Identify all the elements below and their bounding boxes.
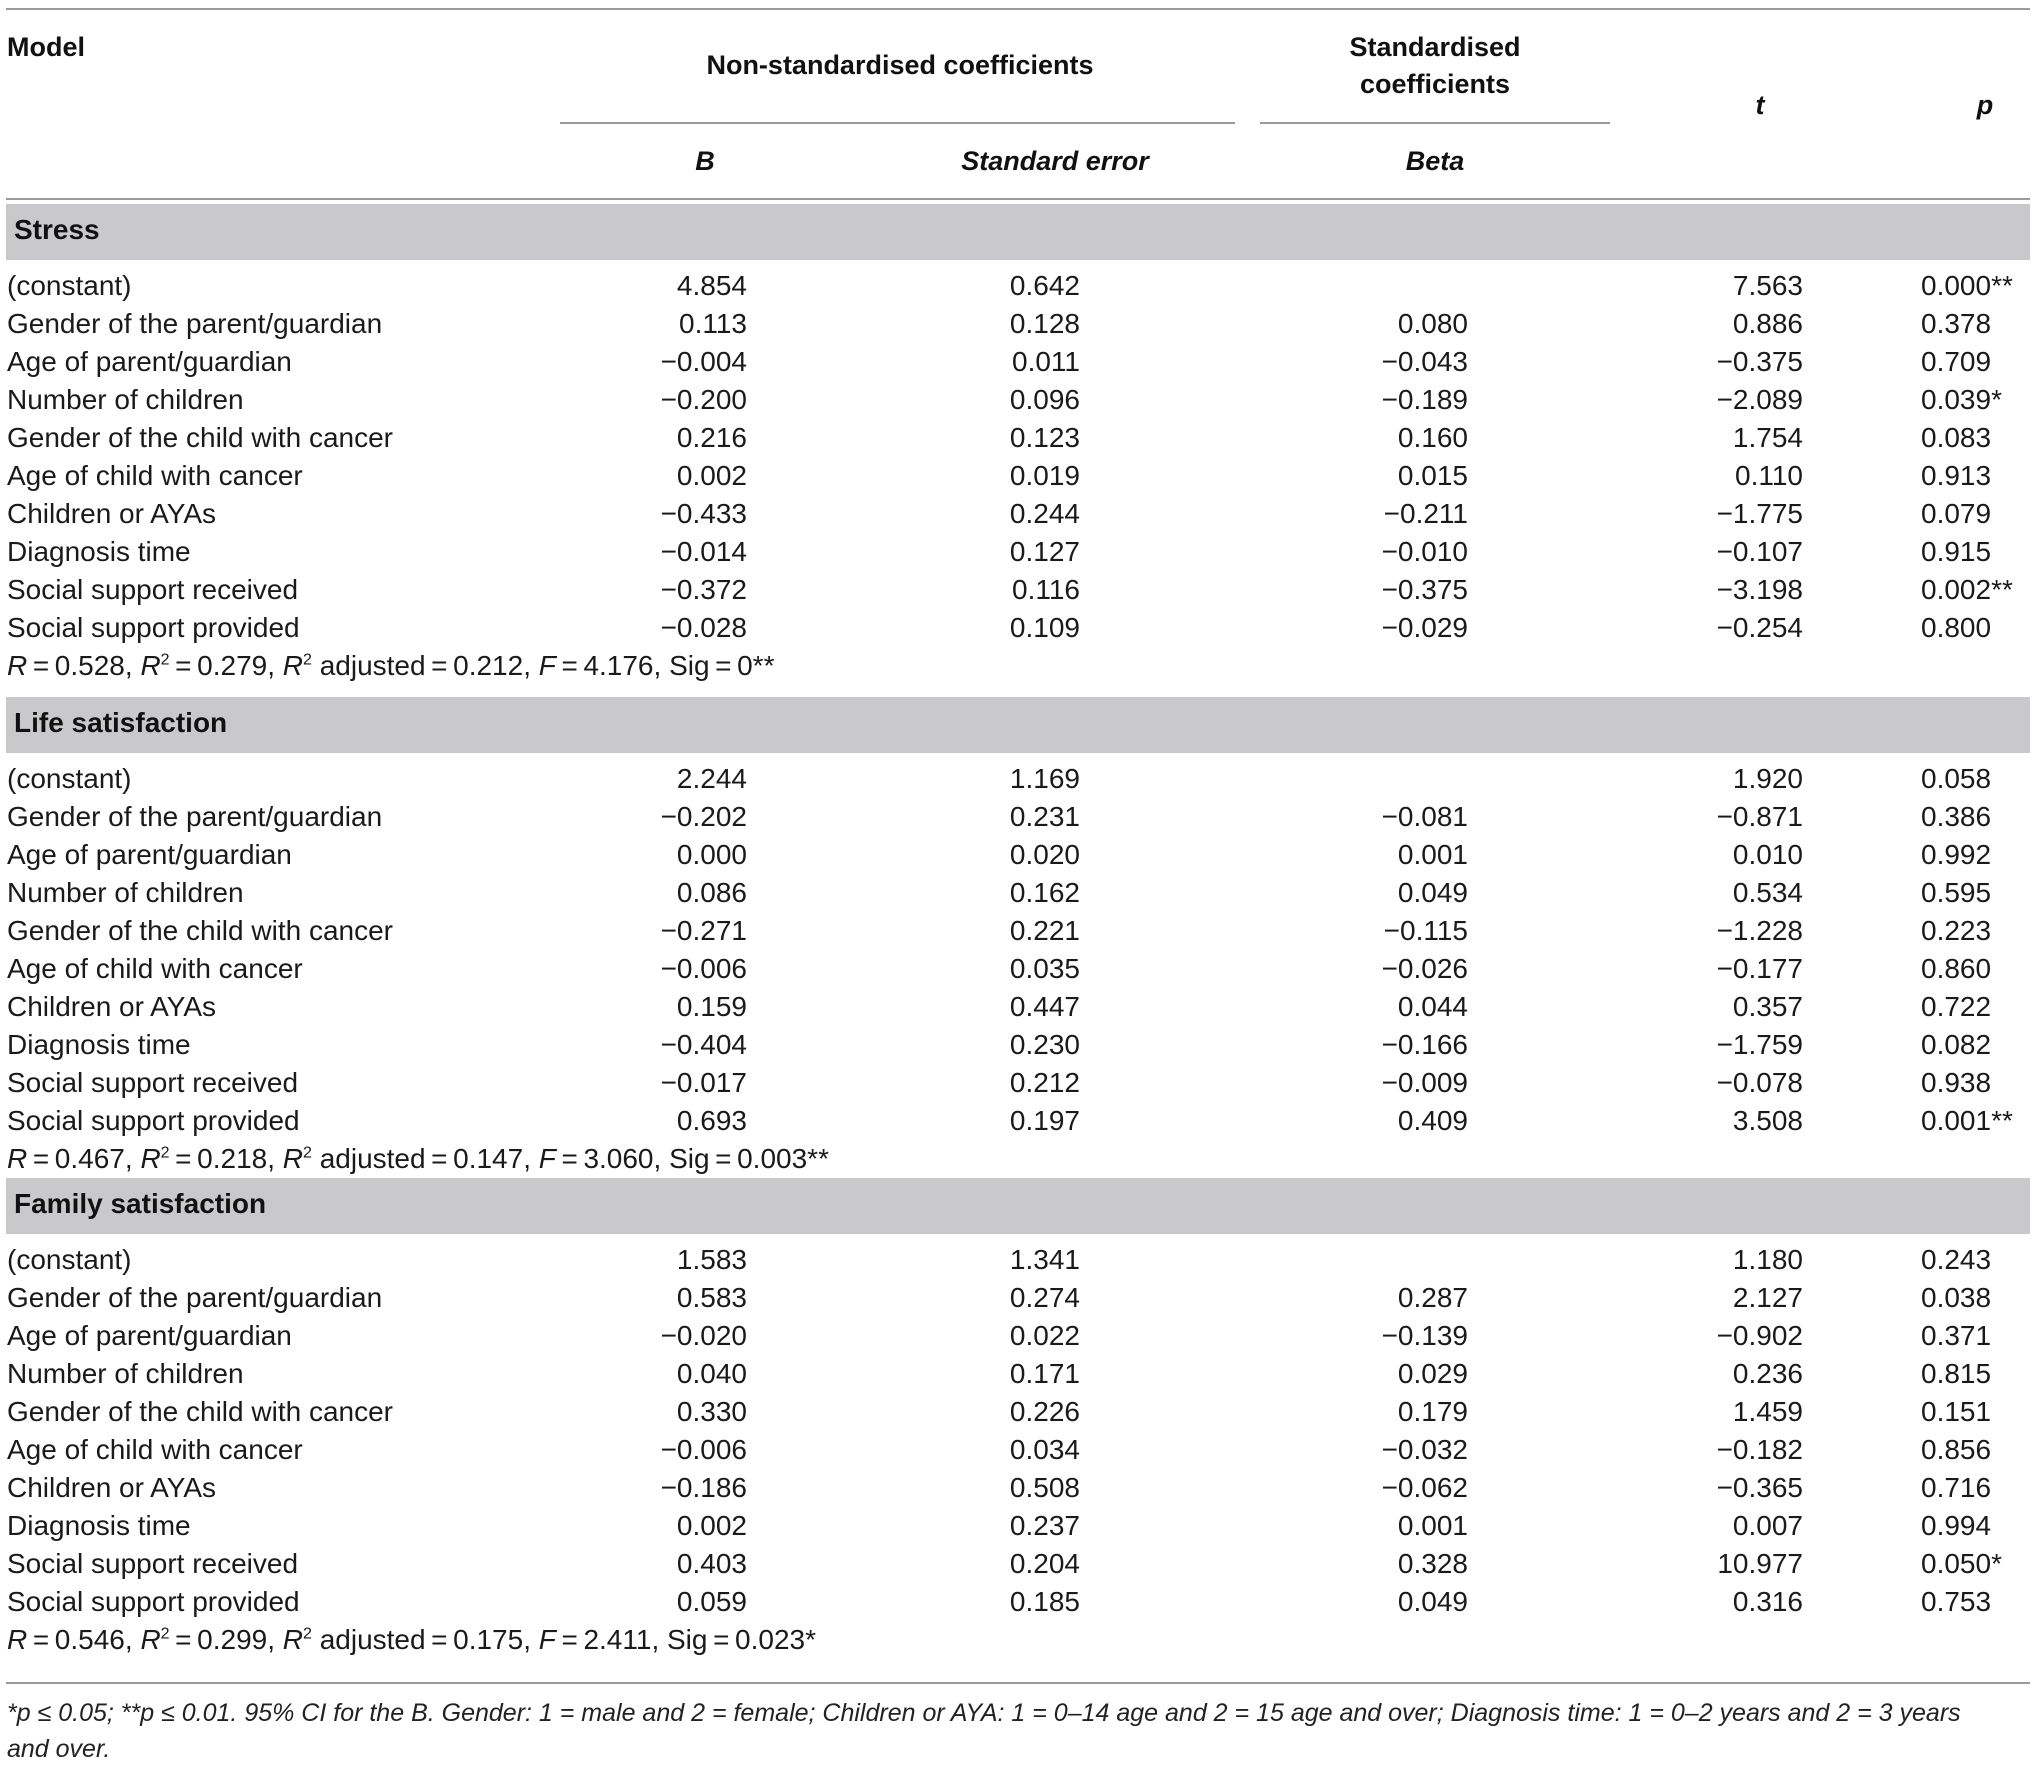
cell-b: −0.200 (660, 384, 747, 415)
summary-r2: 0.299 (197, 1624, 268, 1655)
cell-p: 0.079 (1921, 498, 1992, 529)
model-summary: R = 0.467, $R^2 = 0.218$, $R^2$ adjusted = 0.147, F = 3.060, Sig = 0.003** (7, 1143, 829, 1174)
cell-beta: 0.049 (1397, 1586, 1468, 1617)
cell-beta: −0.166 (1381, 1029, 1468, 1060)
cell-beta: 0.001 (1397, 839, 1468, 870)
row-label: Age of child with cancer (7, 953, 303, 984)
cell-standard-error: 0.274 (1009, 1282, 1080, 1313)
cell-p: 0.039* (1921, 384, 2002, 415)
row-label: Children or AYAs (7, 991, 217, 1022)
table-row (0, 536, 2032, 574)
cell-beta: −0.043 (1381, 346, 1468, 377)
cell-standard-error: 0.447 (1009, 991, 1080, 1022)
cell-standard-error: 0.237 (1009, 1510, 1080, 1541)
cell-p: 0.378 (1921, 308, 1992, 339)
top-rule (6, 8, 2030, 10)
row-label: Diagnosis time (7, 536, 191, 567)
cell-t: 0.886 (1732, 308, 1803, 339)
cell-beta: 0.179 (1397, 1396, 1468, 1427)
cell-b: −0.186 (660, 1472, 747, 1503)
cell-t: −1.775 (1716, 498, 1803, 529)
cell-b: 0.002 (676, 1510, 747, 1541)
row-label: Gender of the parent/guardian (7, 1282, 383, 1313)
row-label: Age of parent/guardian (7, 1320, 292, 1351)
cell-beta: 0.160 (1397, 422, 1468, 453)
cell-t: −0.177 (1716, 953, 1803, 984)
cell-p: 0.915 (1921, 536, 1992, 567)
cell-standard-error: 0.197 (1009, 1105, 1080, 1136)
cell-standard-error: 0.244 (1009, 498, 1080, 529)
row-label: Age of parent/guardian (7, 346, 292, 377)
cell-t: −2.089 (1716, 384, 1803, 415)
cell-b: 0.159 (676, 991, 747, 1022)
cell-p: 0.860 (1921, 953, 1992, 984)
cell-beta: 0.328 (1397, 1548, 1468, 1579)
cell-beta: −0.029 (1381, 612, 1468, 643)
cell-t: 0.010 (1732, 839, 1803, 870)
row-label: Social support provided (7, 1105, 300, 1136)
table-row (0, 1244, 2032, 1282)
header-rule (6, 198, 2030, 200)
row-label: Gender of the child with cancer (7, 422, 393, 453)
cell-standard-error: 0.123 (1009, 422, 1080, 453)
summary-sig: 0.003** (737, 1143, 829, 1174)
summary-sig: 0.023* (735, 1624, 816, 1655)
section-header (6, 697, 2030, 753)
table-row (0, 1396, 2032, 1434)
cell-standard-error: 0.204 (1009, 1548, 1080, 1579)
table-row (0, 1282, 2032, 1320)
cell-t: −0.107 (1716, 536, 1803, 567)
cell-p: 0.994 (1921, 1510, 1992, 1541)
cell-b: 0.002 (676, 460, 747, 491)
row-label: Social support received (7, 1548, 299, 1579)
section-title: Life satisfaction (14, 707, 228, 738)
cell-b: 4.854 (676, 270, 747, 301)
cell-t: 7.563 (1732, 270, 1803, 301)
cell-p: 0.386 (1921, 801, 1992, 832)
cell-p: 0.002** (1921, 574, 2013, 605)
cell-t: −0.078 (1716, 1067, 1803, 1098)
header-model: Model (7, 32, 85, 62)
std-underline (1260, 122, 1610, 124)
cell-b: −0.017 (660, 1067, 747, 1098)
model-summary: R = 0.528, $R^2 = 0.279$, $R^2$ adjusted = 0.212, F = 4.176, Sig = 0** (7, 650, 775, 681)
cell-standard-error: 0.508 (1009, 1472, 1080, 1503)
cell-p: 0.815 (1921, 1358, 1992, 1389)
table-row (0, 612, 2032, 650)
cell-standard-error: 0.022 (1009, 1320, 1080, 1351)
cell-beta: 0.409 (1397, 1105, 1468, 1136)
row-label: Number of children (7, 384, 244, 415)
cell-standard-error: 0.020 (1009, 839, 1080, 870)
cell-b: −0.014 (660, 536, 747, 567)
cell-t: 1.920 (1732, 763, 1803, 794)
cell-standard-error: 0.226 (1009, 1396, 1080, 1427)
cell-standard-error: 0.221 (1009, 915, 1080, 946)
cell-b: 0.583 (676, 1282, 747, 1313)
cell-p: 0.753 (1921, 1586, 1992, 1617)
cell-b: 0.216 (676, 422, 747, 453)
cell-p: 0.722 (1921, 991, 1992, 1022)
row-label: (constant) (7, 270, 132, 301)
row-label: Gender of the parent/guardian (7, 308, 383, 339)
cell-standard-error: 0.109 (1009, 612, 1080, 643)
cell-t: 0.007 (1732, 1510, 1803, 1541)
cell-beta: 0.044 (1397, 991, 1468, 1022)
table-row (0, 877, 2032, 915)
section-header (6, 204, 2030, 260)
cell-p: 0.001** (1921, 1105, 2013, 1136)
cell-b: 0.113 (679, 308, 747, 339)
row-label: Age of child with cancer (7, 1434, 303, 1465)
header-b: B (695, 146, 715, 176)
cell-p: 0.856 (1921, 1434, 1992, 1465)
table-row (0, 1510, 2032, 1548)
cell-b: −0.372 (660, 574, 747, 605)
cell-t: 1.754 (1732, 422, 1803, 453)
cell-beta: −0.375 (1381, 574, 1468, 605)
cell-b: 0.403 (676, 1548, 747, 1579)
cell-beta: −0.115 (1383, 915, 1468, 946)
header-beta: Beta (1405, 146, 1465, 176)
cell-p: 0.000** (1921, 270, 2013, 301)
cell-t: 1.459 (1732, 1396, 1803, 1427)
table-row (0, 498, 2032, 536)
summary-r2-adjusted: 0.212 (453, 650, 524, 681)
summary-r2: 0.279 (197, 650, 268, 681)
table-row (0, 460, 2032, 498)
cell-p: 0.050* (1921, 1548, 2002, 1579)
table-row (0, 1105, 2032, 1143)
cell-t: 2.127 (1732, 1282, 1803, 1313)
cell-standard-error: 0.162 (1009, 877, 1080, 908)
table-row (0, 308, 2032, 346)
row-label: Children or AYAs (7, 1472, 217, 1503)
cell-beta: 0.001 (1397, 1510, 1468, 1541)
table-row (0, 270, 2032, 308)
cell-b: 0.040 (676, 1358, 747, 1389)
table-row (0, 1472, 2032, 1510)
header-standard-error: Standard error (961, 146, 1149, 176)
table-row (0, 1067, 2032, 1105)
cell-beta: −0.189 (1381, 384, 1468, 415)
table-row (0, 346, 2032, 384)
cell-t: 3.508 (1732, 1105, 1803, 1136)
cell-standard-error: 0.230 (1009, 1029, 1080, 1060)
cell-p: 0.716 (1921, 1472, 1992, 1503)
cell-t: 0.316 (1732, 1586, 1803, 1617)
model-summary: R = 0.546, $R^2 = 0.299$, $R^2$ adjusted = 0.175, F = 2.411, Sig = 0.023* (7, 1624, 816, 1655)
cell-beta: 0.049 (1397, 877, 1468, 908)
header-standardised-line2: coefficients (1359, 69, 1511, 99)
cell-t: −3.198 (1716, 574, 1803, 605)
table-row (0, 574, 2032, 612)
table-row (0, 384, 2032, 422)
section-title: Stress (14, 214, 100, 245)
cell-beta: −0.032 (1381, 1434, 1468, 1465)
summary-r: 0.546 (54, 1624, 125, 1655)
cell-t: 0.236 (1732, 1358, 1803, 1389)
row-label: Children or AYAs (7, 498, 217, 529)
cell-t: −0.871 (1716, 801, 1803, 832)
table-row (0, 915, 2032, 953)
table-row (0, 801, 2032, 839)
summary-sig: 0** (737, 650, 775, 681)
cell-t: −0.375 (1716, 346, 1803, 377)
cell-p: 0.243 (1921, 1244, 1992, 1275)
cell-standard-error: 0.096 (1009, 384, 1080, 415)
row-label: Diagnosis time (7, 1510, 191, 1541)
table-row (0, 953, 2032, 991)
cell-beta: 0.029 (1397, 1358, 1468, 1389)
table-row (0, 839, 2032, 877)
cell-t: 1.180 (1732, 1244, 1803, 1275)
bottom-rule (6, 1682, 2030, 1684)
summary-r: 0.467 (54, 1143, 125, 1174)
cell-standard-error: 1.341 (1009, 1244, 1080, 1275)
cell-b: −0.404 (660, 1029, 747, 1060)
cell-beta: −0.211 (1383, 498, 1468, 529)
table-row (0, 1434, 2032, 1472)
cell-p: 0.058 (1921, 763, 1992, 794)
non-std-underline (560, 122, 1235, 124)
cell-standard-error: 0.019 (1009, 460, 1080, 491)
cell-t: 10.977 (1717, 1548, 1803, 1579)
row-label: Social support received (7, 574, 299, 605)
table-row (0, 1320, 2032, 1358)
cell-beta: 0.080 (1397, 308, 1468, 339)
cell-standard-error: 1.169 (1009, 763, 1080, 794)
cell-p: 0.709 (1921, 346, 1992, 377)
cell-p: 0.082 (1921, 1029, 1992, 1060)
cell-beta: −0.139 (1381, 1320, 1468, 1351)
cell-b: −0.020 (660, 1320, 747, 1351)
header-non-standardised: Non-standardised coefficients (706, 50, 1094, 80)
row-label: Age of parent/guardian (7, 839, 292, 870)
cell-standard-error: 0.212 (1009, 1067, 1080, 1098)
row-label: Gender of the child with cancer (7, 915, 393, 946)
cell-standard-error: 0.034 (1009, 1434, 1080, 1465)
cell-t: 0.534 (1732, 877, 1803, 908)
cell-t: −0.182 (1716, 1434, 1803, 1465)
summary-r2-adjusted: 0.175 (453, 1624, 524, 1655)
cell-standard-error: 0.127 (1009, 536, 1080, 567)
row-label: (constant) (7, 1244, 132, 1275)
cell-p: 0.223 (1921, 915, 1992, 946)
summary-f: 4.176 (583, 650, 654, 681)
cell-t: 0.357 (1732, 991, 1803, 1022)
cell-b: −0.271 (660, 915, 747, 946)
row-label: Social support received (7, 1067, 299, 1098)
header-t: t (1755, 90, 1765, 120)
row-label: Diagnosis time (7, 1029, 191, 1060)
cell-beta: 0.287 (1397, 1282, 1468, 1313)
row-label: Gender of the parent/guardian (7, 801, 383, 832)
row-label: Age of child with cancer (7, 460, 303, 491)
cell-b: −0.202 (660, 801, 747, 832)
section-header (6, 1178, 2030, 1234)
row-label: Number of children (7, 1358, 244, 1389)
row-label: Number of children (7, 877, 244, 908)
summary-r2-adjusted: 0.147 (453, 1143, 524, 1174)
summary-f: 2.411 (583, 1624, 652, 1655)
row-label: (constant) (7, 763, 132, 794)
cell-t: −0.254 (1716, 612, 1803, 643)
summary-r: 0.528 (54, 650, 125, 681)
cell-standard-error: 0.035 (1009, 953, 1080, 984)
cell-p: 0.800 (1921, 612, 1992, 643)
table-row (0, 1548, 2032, 1586)
cell-beta: −0.062 (1381, 1472, 1468, 1503)
cell-p: 0.151 (1921, 1396, 1992, 1427)
cell-p: 0.038 (1921, 1282, 1992, 1313)
cell-b: −0.006 (660, 1434, 747, 1465)
cell-b: 0.693 (676, 1105, 747, 1136)
summary-r2: 0.218 (197, 1143, 268, 1174)
cell-beta: −0.010 (1381, 536, 1468, 567)
cell-standard-error: 0.011 (1012, 346, 1080, 377)
cell-p: 0.083 (1921, 422, 1992, 453)
cell-beta: 0.015 (1397, 460, 1468, 491)
row-label: Social support provided (7, 612, 300, 643)
cell-t: −0.365 (1716, 1472, 1803, 1503)
cell-b: 2.244 (676, 763, 747, 794)
cell-b: 0.086 (676, 877, 747, 908)
cell-beta: −0.081 (1381, 801, 1468, 832)
cell-standard-error: 0.185 (1009, 1586, 1080, 1617)
section-title: Family satisfaction (14, 1188, 267, 1219)
cell-p: 0.992 (1921, 839, 1992, 870)
cell-b: 0.059 (676, 1586, 747, 1617)
cell-b: 0.000 (676, 839, 747, 870)
cell-p: 0.371 (1921, 1320, 1992, 1351)
cell-beta: −0.009 (1381, 1067, 1468, 1098)
table-footnote: *p ≤ 0.05; **p ≤ 0.01. 95% CI for the B. Gender: 1 = male and 2 = female; Children or AYA: 1 = 0–14 age and 2 = 15 age and over; Diagnosis time: 1 = 0–2 years and 2 = 3 years and over. (7, 1699, 1961, 1763)
cell-b: −0.006 (660, 953, 747, 984)
cell-beta: −0.026 (1381, 953, 1468, 984)
cell-t: −1.759 (1716, 1029, 1803, 1060)
cell-p: 0.595 (1921, 877, 1992, 908)
cell-p: 0.938 (1921, 1067, 1992, 1098)
summary-f: 3.060 (583, 1143, 654, 1174)
cell-b: 0.330 (676, 1396, 747, 1427)
table-row (0, 763, 2032, 801)
table-row (0, 991, 2032, 1029)
cell-b: −0.433 (660, 498, 747, 529)
cell-t: −0.902 (1716, 1320, 1803, 1351)
cell-standard-error: 0.642 (1009, 270, 1080, 301)
table-row (0, 1586, 2032, 1624)
cell-standard-error: 0.128 (1009, 308, 1080, 339)
row-label: Social support provided (7, 1586, 300, 1617)
cell-b: −0.004 (660, 346, 747, 377)
header-standardised-line1: Standardised (1349, 32, 1521, 62)
cell-p: 0.913 (1921, 460, 1992, 491)
table-row (0, 422, 2032, 460)
cell-t: 0.110 (1735, 460, 1803, 491)
row-label: Gender of the child with cancer (7, 1396, 393, 1427)
header-p: p (1976, 90, 1994, 120)
table-row (0, 1029, 2032, 1067)
cell-standard-error: 0.116 (1012, 574, 1080, 605)
cell-t: −1.228 (1716, 915, 1803, 946)
table-row (0, 1358, 2032, 1396)
cell-b: −0.028 (660, 612, 747, 643)
cell-standard-error: 0.171 (1009, 1358, 1080, 1389)
cell-standard-error: 0.231 (1009, 801, 1080, 832)
cell-b: 1.583 (676, 1244, 747, 1275)
